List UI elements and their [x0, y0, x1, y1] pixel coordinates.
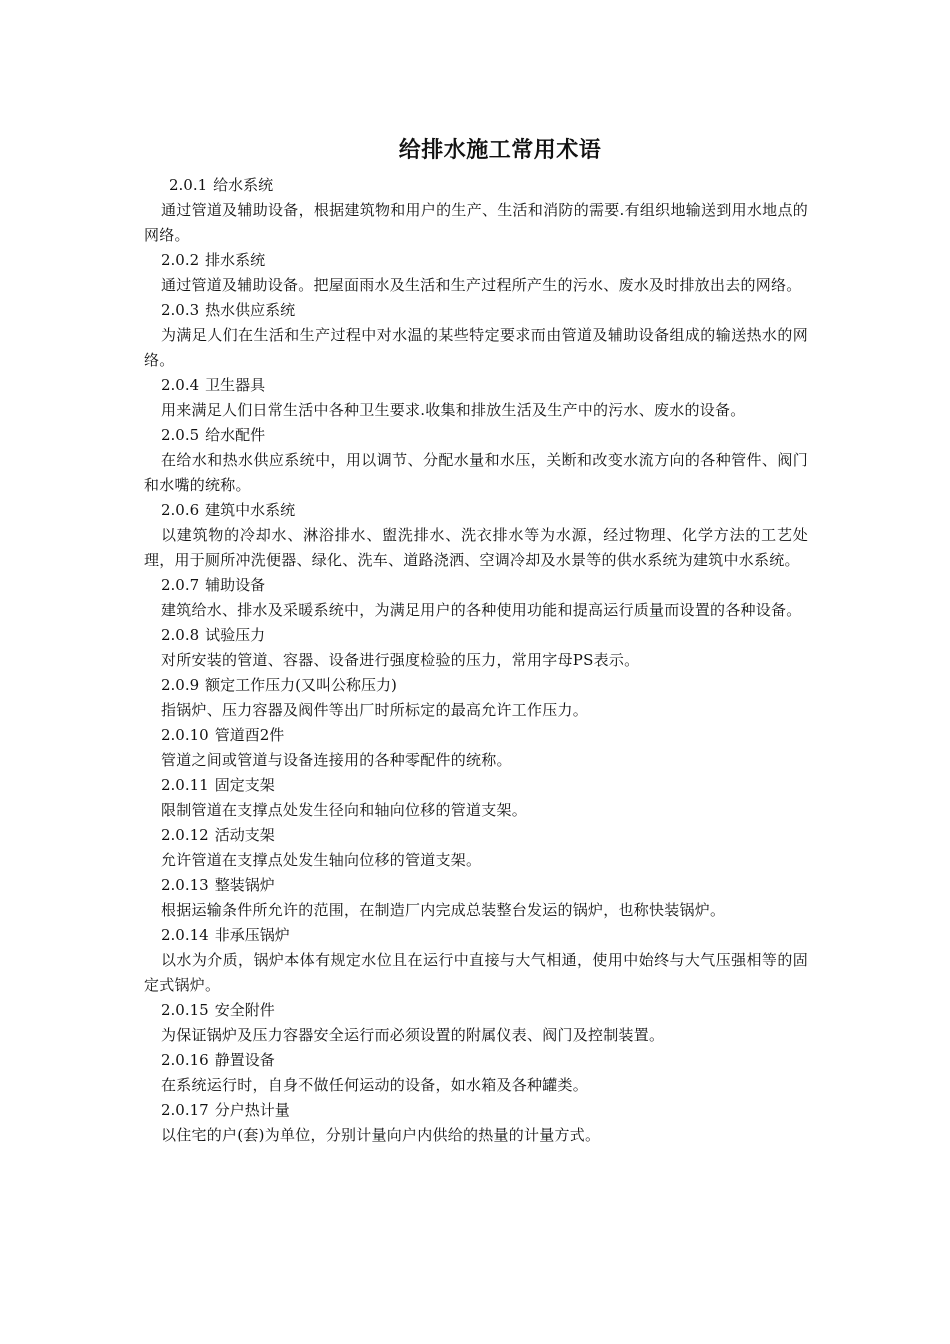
term-name: 非承压锅炉: [214, 926, 290, 944]
term-name: 管道酉2件: [214, 726, 285, 744]
term-number: 2.0.6: [161, 501, 200, 519]
term-entry: [144, 1098, 808, 1148]
term-heading: [144, 423, 808, 448]
term-definition: 允许管道在支撑点处发生轴向位移的管道支架。: [161, 851, 482, 869]
term-name: 给水系统: [213, 176, 274, 194]
term-entry: [144, 173, 808, 248]
term-entry: [144, 923, 808, 998]
term-definition: 以建筑物的冷却水、淋浴排水、盥洗排水、洗衣排水等为水源，经过物理、化学方法的工艺处理，用于厕所冲洗便器、绿化、洗车、道路浇洒、空调冷却及水景等的供水系统为建筑中水系统。: [144, 526, 808, 569]
term-entry: [144, 498, 808, 573]
term-definition: 为保证锅炉及压力容器安全运行而必须设置的附属仪表、阀门及控制装置。: [161, 1026, 665, 1044]
term-name: 辅助设备: [205, 576, 266, 594]
term-number: 2.0.2: [161, 251, 200, 269]
term-number: 2.0.11: [161, 776, 209, 794]
term-heading: [144, 498, 808, 523]
term-definition: 管道之间或管道与设备连接用的各种零配件的统称。: [161, 751, 512, 769]
document-title: 给排水施工常用术语: [398, 137, 602, 163]
term-number: 2.0.16: [161, 1051, 209, 1069]
term-name: 安全附件: [214, 1001, 275, 1019]
term-heading: [144, 573, 808, 598]
term-definition: 通过管道及辅助设备，根据建筑物和用户的生产、生活和消防的需要.有组织地输送到用水地点的网络。: [144, 201, 808, 244]
term-heading: [144, 1098, 808, 1123]
term-heading: [144, 723, 808, 748]
term-name: 排水系统: [205, 251, 266, 269]
term-entry: [144, 773, 808, 823]
term-entry: [144, 723, 808, 773]
term-heading: [144, 173, 808, 198]
term-name: 分户热计量: [214, 1101, 290, 1119]
term-entry: [144, 1048, 808, 1098]
term-number: 2.0.5: [161, 426, 200, 444]
term-entry: [144, 423, 808, 498]
term-definition: 指锅炉、压力容器及阀件等出厂时所标定的最高允许工作压力。: [161, 701, 589, 719]
term-name: 卫生器具: [205, 376, 266, 394]
term-heading: [144, 823, 808, 848]
term-number: 2.0.4: [161, 376, 200, 394]
term-name: 给水配件: [205, 426, 266, 444]
term-name: 整装锅炉: [214, 876, 275, 894]
term-number: 2.0.12: [161, 826, 209, 844]
term-heading: [144, 673, 808, 698]
term-definition: 限制管道在支撑点处发生径向和轴向位移的管道支架。: [161, 801, 528, 819]
term-number: 2.0.14: [161, 926, 209, 944]
term-definition: 通过管道及辅助设备。把屋面雨水及生活和生产过程所产生的污水、废水及时排放出去的网络。: [161, 276, 802, 294]
term-number: 2.0.10: [161, 726, 209, 744]
term-number: 2.0.15: [161, 1001, 209, 1019]
term-number: 2.0.9: [161, 676, 200, 694]
term-number: 2.0.7: [161, 576, 200, 594]
term-definition: 以水为介质，锅炉本体有规定水位且在运行中直接与大气相通，使用中始终与大气压强相等的固定式锅炉。: [144, 951, 808, 994]
term-entry: [144, 873, 808, 923]
term-entry: [144, 248, 808, 298]
term-definition: 以住宅的户(套)为单位，分别计量向户内供给的热量的计量方式。: [161, 1126, 601, 1144]
term-name: 固定支架: [214, 776, 275, 794]
term-name: 热水供应系统: [205, 301, 296, 319]
term-name: 活动支架: [214, 826, 275, 844]
term-name: 建筑中水系统: [205, 501, 296, 519]
term-heading: [144, 248, 808, 273]
term-entry: [144, 298, 808, 373]
term-heading: [144, 998, 808, 1023]
term-definition: 根据运输条件所允许的范围，在制造厂内完成总装整台发运的锅炉，也称快装锅炉。: [161, 901, 726, 919]
term-definition: 在给水和热水供应系统中，用以调节、分配水量和水压，关断和改变水流方向的各种管件、阀门和水嘴的统称。: [144, 451, 808, 494]
term-heading: [144, 873, 808, 898]
term-list: [144, 173, 808, 1148]
term-name: 额定工作压力(又叫公称压力): [205, 676, 397, 694]
term-heading: [144, 1048, 808, 1073]
term-heading: [144, 298, 808, 323]
term-number: 2.0.3: [161, 301, 200, 319]
term-entry: [144, 673, 808, 723]
term-number: 2.0.1: [169, 176, 208, 194]
term-heading: [144, 373, 808, 398]
term-entry: [144, 373, 808, 423]
term-entry: [144, 623, 808, 673]
term-number: 2.0.13: [161, 876, 209, 894]
term-definition: 为满足人们在生活和生产过程中对水温的某些特定要求而由管道及辅助设备组成的输送热水的网络。: [144, 326, 808, 369]
term-name: 静置设备: [214, 1051, 275, 1069]
term-entry: [144, 823, 808, 873]
term-number: 2.0.17: [161, 1101, 209, 1119]
term-entry: [144, 998, 808, 1048]
term-heading: [144, 623, 808, 648]
term-entry: [144, 573, 808, 623]
term-name: 试验压力: [205, 626, 266, 644]
term-definition: 对所安装的管道、容器、设备进行强度检验的压力，常用字母PS表示。: [161, 651, 640, 669]
term-definition: 建筑给水、排水及采暖系统中，为满足用户的各种使用功能和提高运行质量而设置的各种设备。: [161, 601, 802, 619]
term-heading: [144, 773, 808, 798]
term-number: 2.0.8: [161, 626, 200, 644]
term-definition: 在系统运行时，自身不做任何运动的设备，如水箱及各种罐类。: [161, 1076, 589, 1094]
term-definition: 用来满足人们日常生活中各种卫生要求.收集和排放生活及生产中的污水、废水的设备。: [161, 401, 746, 419]
term-heading: [144, 923, 808, 948]
